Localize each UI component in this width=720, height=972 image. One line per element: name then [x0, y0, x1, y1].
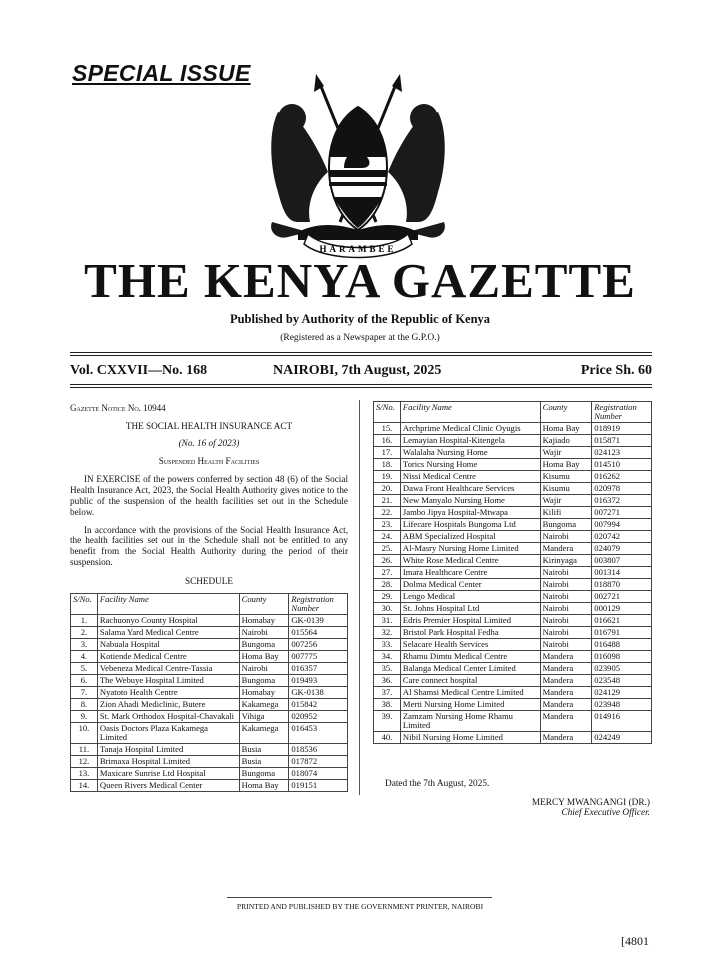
cell-sno: 19.	[374, 471, 401, 483]
cell-sno: 36.	[374, 675, 401, 687]
table-row	[71, 626, 348, 638]
table-row	[71, 638, 348, 650]
cell-county: Homabay	[239, 614, 289, 626]
signer-title: Chief Executive Officer.	[561, 808, 650, 818]
table-row	[374, 447, 652, 459]
cell-facility-name: New Manyalo Nursing Home	[400, 495, 540, 507]
cell-sno: 3.	[71, 638, 98, 650]
gazette-title: THE KENYA GAZETTE	[84, 253, 636, 308]
cell-sno: 37.	[374, 687, 401, 699]
volume-number: Vol. CXXVII—No. 168	[70, 363, 208, 378]
table-row	[374, 567, 652, 579]
table-row	[374, 687, 652, 699]
cell-sno: 1.	[71, 614, 98, 626]
cell-sno: 21.	[374, 495, 401, 507]
header-sno: S/No.	[374, 402, 401, 423]
table-row	[374, 483, 652, 495]
cell-registration-number: GK-0138	[289, 687, 348, 699]
printer-note: PRINTED AND PUBLISHED BY THE GOVERNMENT PRINTER, NAIROBI	[236, 902, 484, 911]
table-row	[71, 651, 348, 663]
cell-facility-name: Imara Healthcare Centre	[400, 567, 540, 579]
cell-county: Homa Bay	[239, 651, 289, 663]
header-registration-number: Registration Number	[592, 402, 652, 423]
table-row	[374, 471, 652, 483]
cell-registration-number: 001314	[592, 567, 652, 579]
cell-county: Busia	[239, 744, 289, 756]
signature-block	[532, 798, 650, 818]
cell-county: Homabay	[239, 687, 289, 699]
cell-county: Wajir	[540, 495, 592, 507]
table-row	[374, 732, 652, 744]
cell-county: Busia	[239, 756, 289, 768]
top-rule-2	[70, 355, 652, 356]
cell-facility-name: Nibil Nursing Home Limited	[400, 732, 540, 744]
cell-sno: 7.	[71, 687, 98, 699]
cell-county: Homa Bay	[540, 423, 592, 435]
cell-registration-number: 019151	[289, 780, 348, 792]
header-sno: S/No.	[71, 593, 98, 614]
cell-registration-number: 023948	[592, 699, 652, 711]
table-row	[71, 768, 348, 780]
table-header-row	[374, 402, 652, 423]
cell-facility-name: Lemayian Hospital-Kitengela	[400, 435, 540, 447]
cell-registration-number: 024129	[592, 687, 652, 699]
table-row	[374, 507, 652, 519]
cell-county: Bungoma	[239, 768, 289, 780]
cell-sno: 25.	[374, 543, 401, 555]
cell-registration-number: GK-0139	[289, 614, 348, 626]
cell-county: Kajiado	[540, 435, 592, 447]
published-by: Published by Authority of the Republic of Kenya	[229, 312, 491, 326]
cell-registration-number: 016791	[592, 627, 652, 639]
table-row	[374, 495, 652, 507]
cell-registration-number: 007994	[592, 519, 652, 531]
cell-registration-number: 003807	[592, 555, 652, 567]
cell-facility-name: Nissi Medical Centre	[400, 471, 540, 483]
table-row	[374, 531, 652, 543]
cell-county: Kisumu	[540, 483, 592, 495]
cell-facility-name: St. Mark Orthodox Hospital-Chavakali	[97, 711, 239, 723]
cell-facility-name: Selacare Health Services	[400, 639, 540, 651]
table-row	[71, 687, 348, 699]
cell-sno: 14.	[71, 780, 98, 792]
cell-registration-number: 024249	[592, 732, 652, 744]
cell-sno: 9.	[71, 711, 98, 723]
cell-sno: 28.	[374, 579, 401, 591]
cell-county: Nairobi	[540, 591, 592, 603]
table-row	[374, 555, 652, 567]
cell-sno: 12.	[71, 756, 98, 768]
cell-facility-name: Bristol Park Hospital Fedha	[400, 627, 540, 639]
cell-county: Mandera	[540, 732, 592, 744]
cell-county: Nairobi	[239, 626, 289, 638]
cell-registration-number: 023548	[592, 675, 652, 687]
cell-county: Bungoma	[540, 519, 592, 531]
cell-registration-number: 020952	[289, 711, 348, 723]
cell-sno: 31.	[374, 615, 401, 627]
table-row	[71, 744, 348, 756]
cell-registration-number: 023905	[592, 663, 652, 675]
cell-county: Wajir	[540, 447, 592, 459]
table-row	[71, 663, 348, 675]
dated-line: Dated the 7th August, 2025.	[385, 779, 490, 789]
table-row	[374, 603, 652, 615]
schedule-table-part-2	[373, 401, 652, 744]
cell-registration-number: 014916	[592, 711, 652, 732]
cell-registration-number: 007256	[289, 638, 348, 650]
cell-county: Kirinyaga	[540, 555, 592, 567]
cell-registration-number: 016488	[592, 639, 652, 651]
notice-column	[70, 403, 348, 792]
cell-facility-name: Queen Rivers Medical Center	[97, 780, 239, 792]
cell-county: Nairobi	[540, 567, 592, 579]
cell-county: Homa Bay	[540, 459, 592, 471]
cell-registration-number: 024123	[592, 447, 652, 459]
act-name: THE SOCIAL HEALTH INSURANCE ACT	[125, 420, 293, 431]
kenya-coat-of-arms-icon	[258, 72, 458, 262]
column-divider	[359, 400, 360, 795]
cell-sno: 29.	[374, 591, 401, 603]
cell-registration-number: 024079	[592, 543, 652, 555]
cell-facility-name: Nabuala Hospital	[97, 638, 239, 650]
table-row	[374, 699, 652, 711]
table-row	[71, 780, 348, 792]
cell-registration-number: 002721	[592, 591, 652, 603]
schedule-continued	[373, 401, 652, 744]
cell-sno: 27.	[374, 567, 401, 579]
cell-facility-name: Zamzam Nursing Home Rhamu Limited	[400, 711, 540, 732]
cell-county: Mandera	[540, 543, 592, 555]
cell-registration-number: 016453	[289, 723, 348, 744]
cell-sno: 22.	[374, 507, 401, 519]
table-row	[374, 459, 652, 471]
cell-sno: 11.	[71, 744, 98, 756]
cell-facility-name: Al-Masry Nursing Home Limited	[400, 543, 540, 555]
cell-registration-number: 016098	[592, 651, 652, 663]
cell-sno: 2.	[71, 626, 98, 638]
schedule-table-part-1	[70, 593, 348, 792]
cell-county: Kakamega	[239, 699, 289, 711]
header-registration-number: Registration Number	[289, 593, 348, 614]
cell-registration-number: 020978	[592, 483, 652, 495]
table-row	[374, 579, 652, 591]
cell-facility-name: Torics Nursing Home	[400, 459, 540, 471]
special-issue-label: SPECIAL ISSUE	[72, 60, 251, 86]
cell-county: Kilifi	[540, 507, 592, 519]
cell-county: Nairobi	[540, 579, 592, 591]
table-row	[71, 699, 348, 711]
cell-facility-name: Lifecare Hospitals Bungoma Ltd	[400, 519, 540, 531]
table-row	[374, 675, 652, 687]
header-facility-name: Facility Name	[400, 402, 540, 423]
table-row	[374, 519, 652, 531]
cell-sno: 20.	[374, 483, 401, 495]
cell-sno: 34.	[374, 651, 401, 663]
cell-facility-name: Jambo Jipya Hospital-Mtwapa	[400, 507, 540, 519]
cell-sno: 23.	[374, 519, 401, 531]
cell-facility-name: Maxicare Sunrise Ltd Hospital	[97, 768, 239, 780]
cell-registration-number: 018074	[289, 768, 348, 780]
cell-facility-name: ABM Specialized Hospital	[400, 531, 540, 543]
price: Price Sh. 60	[580, 363, 652, 378]
place-date: NAIROBI, 7th August, 2025	[273, 363, 442, 378]
cell-facility-name: Salama Yard Medical Centre	[97, 626, 239, 638]
cell-sno: 8.	[71, 699, 98, 711]
table-row	[374, 543, 652, 555]
top-rule	[70, 352, 652, 353]
cell-county: Kisumu	[540, 471, 592, 483]
cell-sno: 24.	[374, 531, 401, 543]
cell-facility-name: Brimaxa Hospital Limited	[97, 756, 239, 768]
table-row	[374, 627, 652, 639]
cell-facility-name: Care connect hospital	[400, 675, 540, 687]
table-header-row	[71, 593, 348, 614]
table-row	[374, 591, 652, 603]
cell-facility-name: St. Johns Hospital Ltd	[400, 603, 540, 615]
cell-sno: 38.	[374, 699, 401, 711]
cell-facility-name: Tanaja Hospital Limited	[97, 744, 239, 756]
cell-sno: 5.	[71, 663, 98, 675]
cell-county: Nairobi	[540, 627, 592, 639]
cell-sno: 39.	[374, 711, 401, 732]
cell-facility-name: The Webuye Hospital Limited	[97, 675, 239, 687]
table-row	[374, 423, 652, 435]
table-row	[71, 756, 348, 768]
cell-county: Kakamega	[239, 723, 289, 744]
cell-facility-name: Lengo Medical	[400, 591, 540, 603]
header-facility-name: Facility Name	[97, 593, 239, 614]
cell-facility-name: Al Shamsi Medical Centre Limited	[400, 687, 540, 699]
cell-sno: 10.	[71, 723, 98, 744]
cell-sno: 40.	[374, 732, 401, 744]
cell-facility-name: Rachuonyo County Hospital	[97, 614, 239, 626]
cell-sno: 32.	[374, 627, 401, 639]
cell-county: Homa Bay	[239, 780, 289, 792]
notice-number: Gazette Notice No. 10944	[70, 403, 166, 413]
cell-county: Nairobi	[540, 603, 592, 615]
table-row	[374, 615, 652, 627]
cell-registration-number: 018870	[592, 579, 652, 591]
table-row	[374, 663, 652, 675]
schedule-heading: SCHEDULE	[185, 576, 233, 587]
footer-rule	[227, 897, 492, 898]
notice-subject: Suspended Health Facilities	[158, 456, 260, 467]
cell-facility-name: Balanga Medical Center Limited	[400, 663, 540, 675]
cell-facility-name: Nyatoto Health Centre	[97, 687, 239, 699]
table-row	[71, 723, 348, 744]
cell-facility-name: Kotiende Medical Centre	[97, 651, 239, 663]
cell-sno: 35.	[374, 663, 401, 675]
cell-county: Mandera	[540, 651, 592, 663]
table-row	[71, 711, 348, 723]
masthead-rule	[70, 384, 652, 385]
cell-facility-name: White Rose Medical Centre	[400, 555, 540, 567]
cell-county: Mandera	[540, 675, 592, 687]
table-row	[374, 711, 652, 732]
cell-sno: 15.	[374, 423, 401, 435]
cell-registration-number: 015842	[289, 699, 348, 711]
cell-sno: 26.	[374, 555, 401, 567]
cell-facility-name: Dolma Medical Center	[400, 579, 540, 591]
cell-facility-name: Walalaha Nursing Home	[400, 447, 540, 459]
cell-registration-number: 016621	[592, 615, 652, 627]
table-row	[374, 651, 652, 663]
notice-paragraph-2: In accordance with the provisions of the Social Health Insurance Act, the health facilities set out in the Schedule shall not be entitled to any benefit from the Social Health Authority during the period of their suspension.	[70, 524, 348, 568]
cell-county: Nairobi	[540, 615, 592, 627]
cell-registration-number: 018919	[592, 423, 652, 435]
cell-county: Nairobi	[239, 663, 289, 675]
cell-registration-number: 019493	[289, 675, 348, 687]
cell-county: Mandera	[540, 663, 592, 675]
act-number: (No. 16 of 2023)	[178, 438, 240, 449]
cell-registration-number: 007271	[592, 507, 652, 519]
cell-facility-name: Zion Ahadi Mediclinic, Butere	[97, 699, 239, 711]
cell-registration-number: 016372	[592, 495, 652, 507]
cell-facility-name: Dawa Front Healthcare Services	[400, 483, 540, 495]
cell-sno: 30.	[374, 603, 401, 615]
cell-registration-number: 000129	[592, 603, 652, 615]
cell-facility-name: Vebeneza Medical Centre-Tassia	[97, 663, 239, 675]
registration-note: (Registered as a Newspaper at the G.P.O.)	[280, 333, 440, 343]
cell-county: Nairobi	[540, 531, 592, 543]
table-row	[374, 435, 652, 447]
header-county: County	[540, 402, 592, 423]
cell-facility-name: Merti Nursing Home Limited	[400, 699, 540, 711]
cell-registration-number: 015564	[289, 626, 348, 638]
cell-registration-number: 016262	[592, 471, 652, 483]
cell-sno: 18.	[374, 459, 401, 471]
page-number: [4801	[621, 934, 649, 948]
cell-county: Vihiga	[239, 711, 289, 723]
cell-registration-number: 018536	[289, 744, 348, 756]
cell-county: Bungoma	[239, 675, 289, 687]
cell-sno: 17.	[374, 447, 401, 459]
table-row	[374, 639, 652, 651]
cell-registration-number: 017872	[289, 756, 348, 768]
table-row	[71, 614, 348, 626]
cell-facility-name: Edris Premier Hospital Limited	[400, 615, 540, 627]
cell-county: Bungoma	[239, 638, 289, 650]
cell-sno: 6.	[71, 675, 98, 687]
cell-county: Mandera	[540, 699, 592, 711]
cell-facility-name: Rhamu Dimtu Medical Centre	[400, 651, 540, 663]
cell-sno: 13.	[71, 768, 98, 780]
cell-county: Mandera	[540, 687, 592, 699]
header-county: County	[239, 593, 289, 614]
masthead-rule-2	[70, 387, 652, 388]
cell-registration-number: 016357	[289, 663, 348, 675]
signer-name: MERCY MWANGANGI (DR.)	[531, 798, 650, 808]
cell-sno: 33.	[374, 639, 401, 651]
cell-facility-name: Oasis Doctors Plaza Kakamega Limited	[97, 723, 239, 744]
cell-registration-number: 015871	[592, 435, 652, 447]
cell-sno: 16.	[374, 435, 401, 447]
coat-motto: HARAMBEE	[319, 244, 397, 254]
cell-facility-name: Archprime Medical Clinic Oyugis	[400, 423, 540, 435]
cell-county: Nairobi	[540, 639, 592, 651]
cell-county: Mandera	[540, 711, 592, 732]
table-row	[71, 675, 348, 687]
cell-registration-number: 020742	[592, 531, 652, 543]
cell-sno: 4.	[71, 651, 98, 663]
cell-registration-number: 014510	[592, 459, 652, 471]
cell-registration-number: 007775	[289, 651, 348, 663]
notice-paragraph-1: IN EXERCISE of the powers conferred by section 48 (6) of the Social Health Insurance Act, 2023, the Social Health Authority gives notice to the public of the suspension of the health facilities set out in the Schedule below.	[70, 474, 348, 517]
